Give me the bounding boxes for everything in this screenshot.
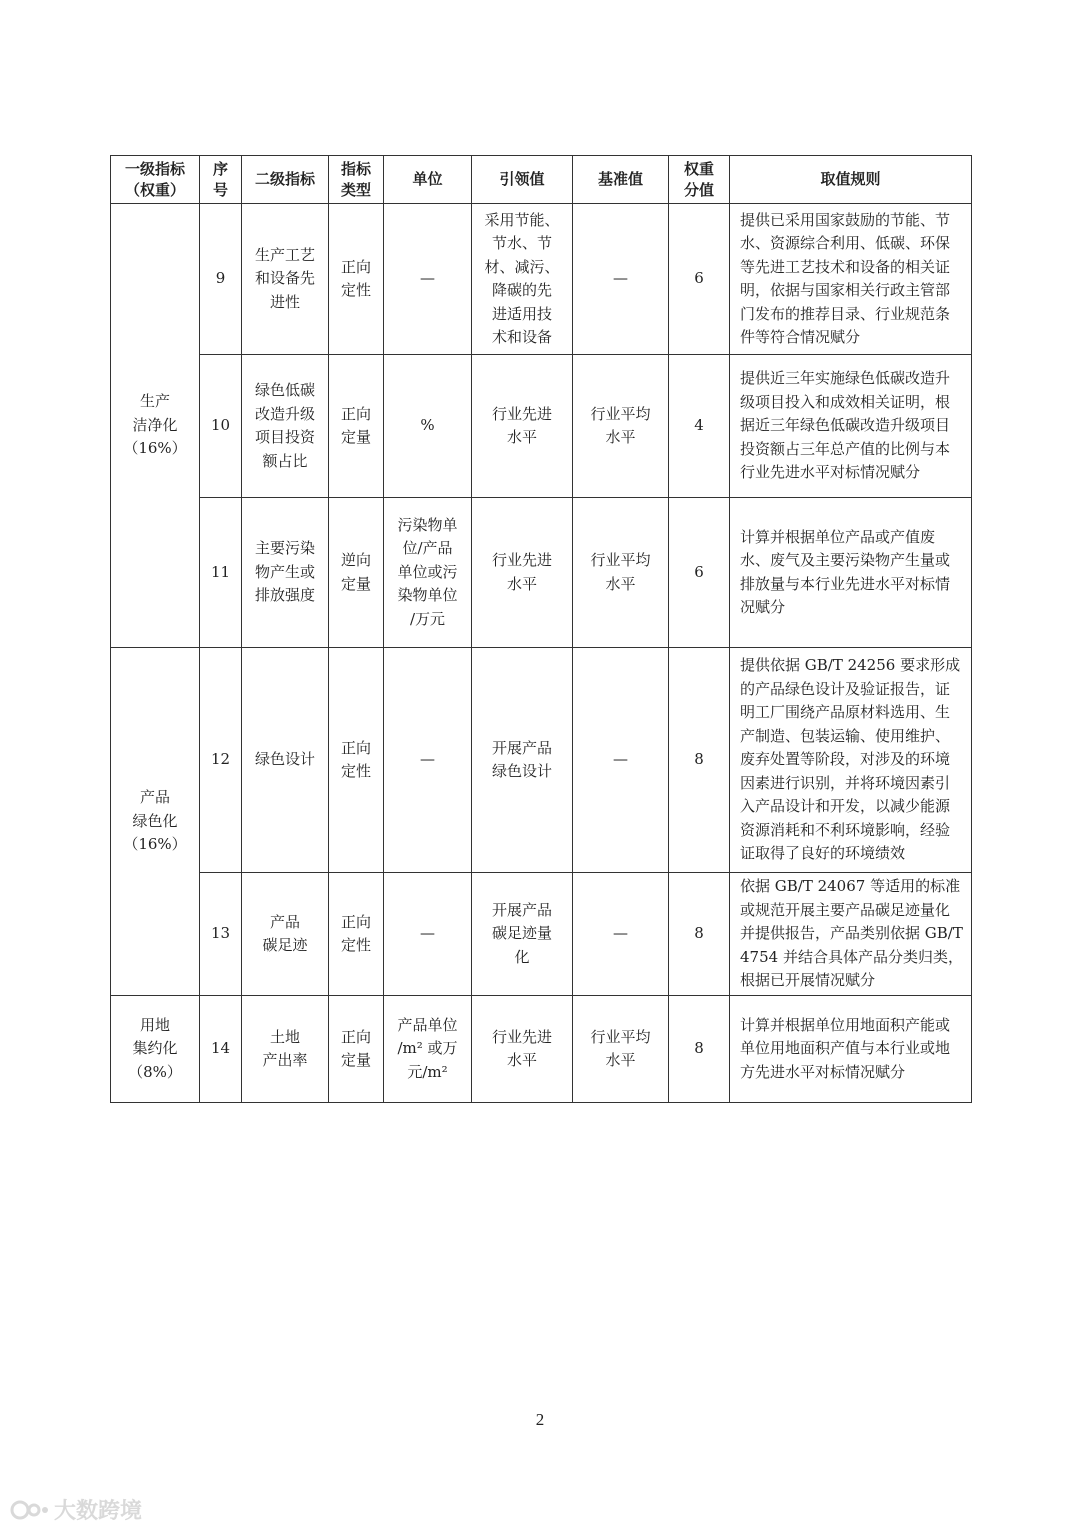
row-base: 行业平均 水平 <box>573 355 669 498</box>
row-weight: 6 <box>669 498 730 648</box>
row-seq: 14 <box>200 996 242 1103</box>
row-base: — <box>573 648 669 873</box>
row-weight: 8 <box>669 873 730 996</box>
row-weight: 4 <box>669 355 730 498</box>
table-row <box>111 648 972 873</box>
row-type: 正向 定性 <box>329 204 384 355</box>
header-unit: 单位 <box>384 156 472 204</box>
row-lead: 采用节能、 节水、节 材、减污、 降碳的先 进适用技 术和设备 <box>472 204 573 355</box>
group-name: 用地 集约化 （8%） <box>111 996 200 1103</box>
row-type: 正向 定性 <box>329 873 384 996</box>
row-unit: — <box>384 204 472 355</box>
header-rule: 取值规则 <box>730 156 972 204</box>
header-weight: 权重 分值 <box>669 156 730 204</box>
logo-icon <box>10 1497 50 1523</box>
table-row <box>111 204 972 355</box>
row-seq: 12 <box>200 648 242 873</box>
row-weight: 6 <box>669 204 730 355</box>
row-unit: 污染物单 位/产品 单位或污 染物单位 /万元 <box>384 498 472 648</box>
row-rule: 提供近三年实施绿色低碳改造升级项目投入和成效相关证明，根据近三年绿色低碳改造升级项目投资额占三年总产值的比例与本行业先进水平对标情况赋分 <box>730 355 972 498</box>
row-lead: 开展产品 碳足迹量 化 <box>472 873 573 996</box>
header-type: 指标 类型 <box>329 156 384 204</box>
row-weight: 8 <box>669 648 730 873</box>
row-seq: 9 <box>200 204 242 355</box>
row-type: 正向 定量 <box>329 355 384 498</box>
row-name: 主要污染 物产生或 排放强度 <box>242 498 329 648</box>
row-lead: 行业先进 水平 <box>472 355 573 498</box>
watermark-text: 大数跨境 <box>54 1499 143 1524</box>
row-unit: 产品单位 /m² 或万 元/m² <box>384 996 472 1103</box>
row-name: 生产工艺 和设备先 进性 <box>242 204 329 355</box>
row-seq: 10 <box>200 355 242 498</box>
row-rule: 依据 GB/T 24067 等适用的标准或规范开展主要产品碳足迹量化并提供报告，产品类别依据 GB/T 4754 并结合具体产品分类归类，根据已开展情况赋分 <box>730 873 972 996</box>
row-name: 土地 产出率 <box>242 996 329 1103</box>
header-level1: 一级指标 （权重） <box>111 156 200 204</box>
group-name: 产品 绿色化 （16%） <box>111 648 200 996</box>
table-row <box>111 996 972 1103</box>
row-base: — <box>573 873 669 996</box>
watermark <box>10 1494 142 1525</box>
row-lead: 开展产品 绿色设计 <box>472 648 573 873</box>
row-type: 正向 定量 <box>329 996 384 1103</box>
row-unit: — <box>384 648 472 873</box>
header-lead: 引领值 <box>472 156 573 204</box>
row-name: 绿色低碳 改造升级 项目投资 额占比 <box>242 355 329 498</box>
row-weight: 8 <box>669 996 730 1103</box>
table-row <box>111 873 972 996</box>
row-rule: 提供依据 GB/T 24256 要求形成的产品绿色设计及验证报告，证明工厂围绕产品原材料选用、生产制造、包装运输、使用维护、废弃处置等阶段，对涉及的环境因素进行识别，并将环境因素引入产品设计和开发，以减少能源资源消耗和不利环境影响，经验证取得了良好的环境绩效 <box>730 648 972 873</box>
table-header-row <box>111 156 972 204</box>
row-name: 绿色设计 <box>242 648 329 873</box>
row-base: 行业平均 水平 <box>573 498 669 648</box>
row-seq: 13 <box>200 873 242 996</box>
page-number: 2 <box>535 1410 545 1429</box>
row-type: 逆向 定量 <box>329 498 384 648</box>
row-base: 行业平均 水平 <box>573 996 669 1103</box>
row-rule: 提供已采用国家鼓励的节能、节水、资源综合利用、低碳、环保等先进工艺技术和设备的相关证明，依据与国家相关行政主管部门发布的推荐目录、行业规范条件等符合情况赋分 <box>730 204 972 355</box>
table-row <box>111 498 972 648</box>
group-name: 生产 洁净化 （16%） <box>111 204 200 648</box>
row-rule: 计算并根据单位产品或产值废水、废气及主要污染物产生量或排放量与本行业先进水平对标情况赋分 <box>730 498 972 648</box>
row-unit: % <box>384 355 472 498</box>
row-lead: 行业先进 水平 <box>472 996 573 1103</box>
table-row <box>111 355 972 498</box>
indicator-table <box>110 155 972 1103</box>
header-level2: 二级指标 <box>242 156 329 204</box>
row-lead: 行业先进 水平 <box>472 498 573 648</box>
header-base: 基准值 <box>573 156 669 204</box>
row-base: — <box>573 204 669 355</box>
row-seq: 11 <box>200 498 242 648</box>
row-name: 产品 碳足迹 <box>242 873 329 996</box>
row-rule: 计算并根据单位用地面积产能或单位用地面积产值与本行业或地方先进水平对标情况赋分 <box>730 996 972 1103</box>
row-type: 正向 定性 <box>329 648 384 873</box>
header-seq: 序 号 <box>200 156 242 204</box>
row-unit: — <box>384 873 472 996</box>
